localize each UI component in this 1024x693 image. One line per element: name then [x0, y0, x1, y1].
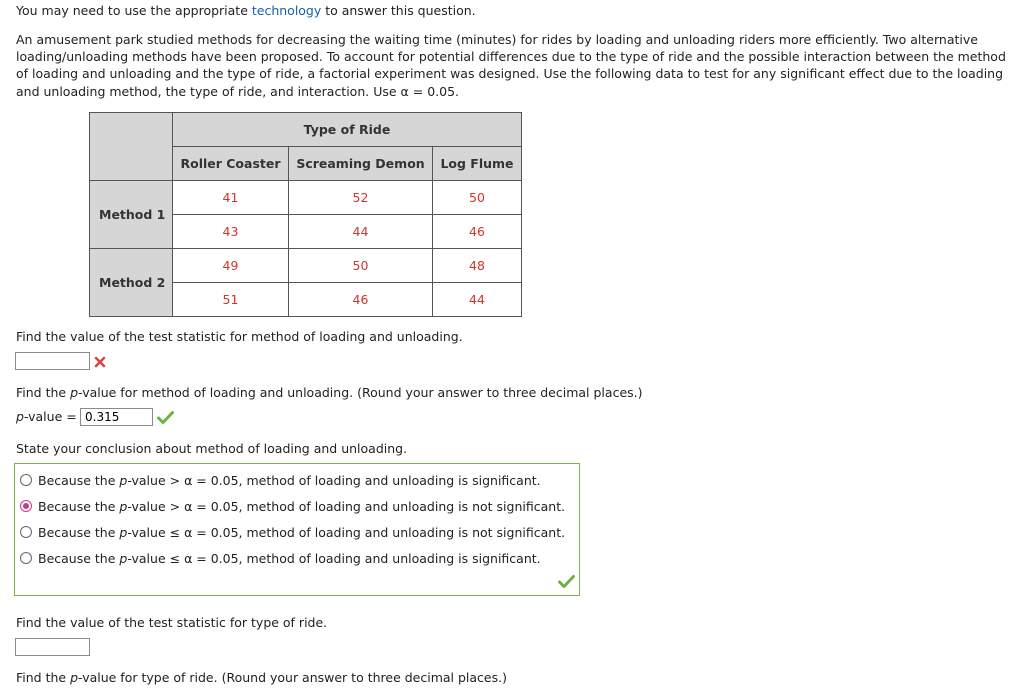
- conclusion-option-4[interactable]: Because the p-value ≤ α = 0.05, method of loading and unloading is significant.: [20, 549, 541, 567]
- q4-text: Find the value of the test statistic for type of ride.: [16, 615, 328, 630]
- conclusion-options-panel: [14, 463, 580, 596]
- q3-text: State your conclusion about method of loading and unloading.: [16, 441, 408, 456]
- cell: 44: [433, 283, 522, 317]
- cell: 46: [289, 283, 433, 317]
- row-method-1: Method 1: [90, 181, 173, 249]
- corner-cell: [90, 113, 173, 181]
- correct-check-icon: [157, 411, 174, 424]
- technology-link[interactable]: technology: [251, 3, 322, 18]
- q2-label: p-value =: [16, 409, 77, 424]
- cell: 46: [433, 215, 522, 249]
- problem-text: An amusement park studied methods for decreasing the waiting time (minutes) for rides by loading and unloading riders more efficiently. Two alternative loading/unloading methods have been proposed. To account for potential differences due to the type of ride and the possible interaction between the method of loading and unloading and the type of ride, a factorial experiment was designed. Use the following data to test for any significant effect due to the loading and unloading method, the type of ride, and interaction. Use α = 0.05.: [16, 32, 1006, 99]
- row-method-2: Method 2: [90, 249, 173, 317]
- data-table: [89, 112, 522, 317]
- cell: 52: [289, 181, 433, 215]
- radio-button-selected[interactable]: [20, 500, 32, 512]
- conclusion-option-2[interactable]: Because the p-value > α = 0.05, method of loading and unloading is not significant.: [20, 497, 565, 515]
- q4-test-statistic-input[interactable]: [15, 638, 90, 656]
- cell: 50: [433, 181, 522, 215]
- incorrect-x-icon: [94, 356, 106, 368]
- cell: 41: [173, 181, 289, 215]
- cell: 48: [433, 249, 522, 283]
- q5-text: Find the p-value for type of ride. (Round your answer to three decimal places.): [16, 670, 507, 685]
- q2-text: Find the p-value for method of loading and unloading. (Round your answer to three decimal places.): [16, 385, 643, 400]
- q2-p-value-input[interactable]: [80, 408, 153, 426]
- radio-button[interactable]: [20, 474, 32, 486]
- conclusion-option-3[interactable]: Because the p-value ≤ α = 0.05, method of loading and unloading is not significant.: [20, 523, 565, 541]
- correct-check-icon: [558, 575, 575, 588]
- conclusion-option-1[interactable]: Because the p-value > α = 0.05, method of loading and unloading is significant.: [20, 471, 541, 489]
- q1-text: Find the value of the test statistic for method of loading and unloading.: [16, 329, 463, 344]
- intro-line: You may need to use the appropriate technology to answer this question.: [16, 3, 476, 18]
- col-log-flume: Log Flume: [433, 147, 522, 181]
- col-roller-coaster: Roller Coaster: [173, 147, 289, 181]
- q1-test-statistic-input[interactable]: [15, 352, 90, 370]
- cell: 43: [173, 215, 289, 249]
- cell: 51: [173, 283, 289, 317]
- radio-button[interactable]: [20, 526, 32, 538]
- radio-button[interactable]: [20, 552, 32, 564]
- cell: 49: [173, 249, 289, 283]
- cell: 50: [289, 249, 433, 283]
- col-screaming-demon: Screaming Demon: [289, 147, 433, 181]
- cell: 44: [289, 215, 433, 249]
- type-of-ride-header: Type of Ride: [173, 113, 522, 147]
